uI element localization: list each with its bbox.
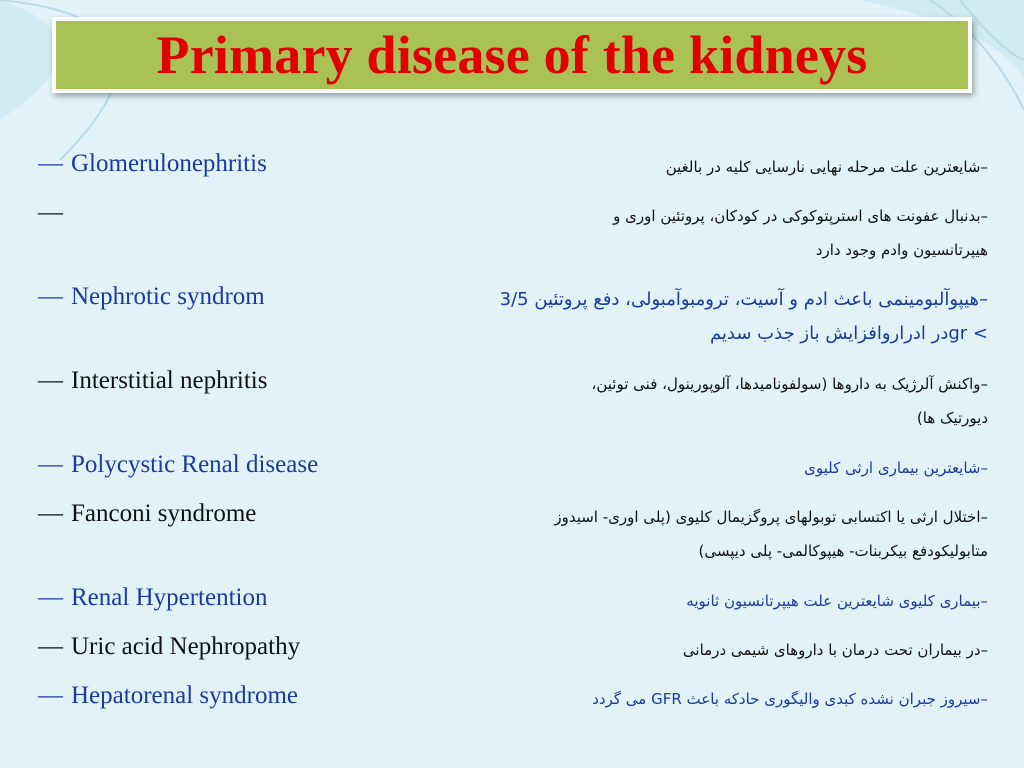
item-label [38, 451, 318, 479]
item-label [38, 150, 267, 178]
item-label-text: Glomerulonephritis [71, 150, 267, 177]
desc-line: دیورتیک ها) [916, 409, 988, 427]
desc-line: هیپرتانسیون وادم وجود دارد [815, 241, 988, 259]
item-description [554, 500, 988, 568]
desc-line: –سیروز جبران نشده کبدی والیگوری حادکه باعث GFR می گردد [592, 690, 988, 708]
dash: — [38, 199, 63, 226]
dash: — [38, 150, 63, 177]
dash: — [38, 451, 63, 478]
desc-line: –بیماری کلیوی شایعترین علت هیپرتانسیون ثانویه [686, 592, 988, 610]
item-label-text: Nephrotic syndrom [71, 283, 265, 310]
item-label-text: Hepatorenal syndrome [71, 682, 299, 709]
item-label [38, 367, 267, 395]
dash: — [38, 682, 63, 709]
desc-line: –بدنبال عفونت های استرپتوکوکی در کودکان، پروتئین اوری و [613, 207, 988, 225]
item-label [38, 584, 267, 612]
item-label-text: Polycystic Renal disease [71, 451, 319, 478]
desc-line: –هیپوآلبومینمی باعث ادم و آسیت، ترومبوآمبولی، دفع پروتئین 3/5 [499, 289, 988, 310]
item-label [38, 682, 298, 710]
item-description [592, 682, 988, 716]
dash: — [38, 584, 63, 611]
dash: — [38, 633, 63, 660]
desc-line: –شایعترین بیماری ارثی کلیوی [804, 459, 988, 477]
dash: — [38, 283, 63, 310]
item-label [38, 283, 265, 311]
desc-line: –در بیماران تحت درمان با داروهای شیمی درمانی [682, 641, 988, 659]
desc-line: –شایعترین علت مرحله نهایی نارسایی کلیه در بالغین [665, 158, 988, 176]
item-description [500, 283, 988, 351]
desc-line: متابولیکودفع بیکربنات- هیپوکالمی- پلی دیپسی) [698, 542, 988, 560]
item-label [38, 633, 300, 661]
dash: — [38, 367, 63, 394]
slide-title: Primary disease of the kidneys [156, 25, 868, 85]
item-description [804, 451, 988, 485]
item-label-text: Renal Hypertention [71, 584, 268, 611]
item-label [38, 199, 71, 227]
desc-line: > grدر ادراروافزایش باز جذب سدیم [709, 323, 988, 344]
title-banner [52, 17, 972, 93]
item-description [686, 584, 988, 618]
item-description [613, 199, 988, 267]
desc-line: –واکنش آلرژیک به داروها (سولفونامیدها، آلوپورینول، فنی توئین، [591, 375, 988, 393]
desc-line: –اختلال ارثی یا اکتسابی توبولهای پروگزیمال کلیوی (پلی اوری- اسیدوز [554, 508, 988, 526]
item-description [592, 367, 988, 435]
item-label-text: Uric acid Nephropathy [71, 633, 301, 660]
dash: — [38, 500, 63, 527]
item-label-text: Fanconi syndrome [71, 500, 257, 527]
item-label [38, 500, 256, 528]
item-description [683, 633, 988, 667]
item-label-text: Interstitial nephritis [71, 367, 268, 394]
item-description [666, 150, 988, 184]
